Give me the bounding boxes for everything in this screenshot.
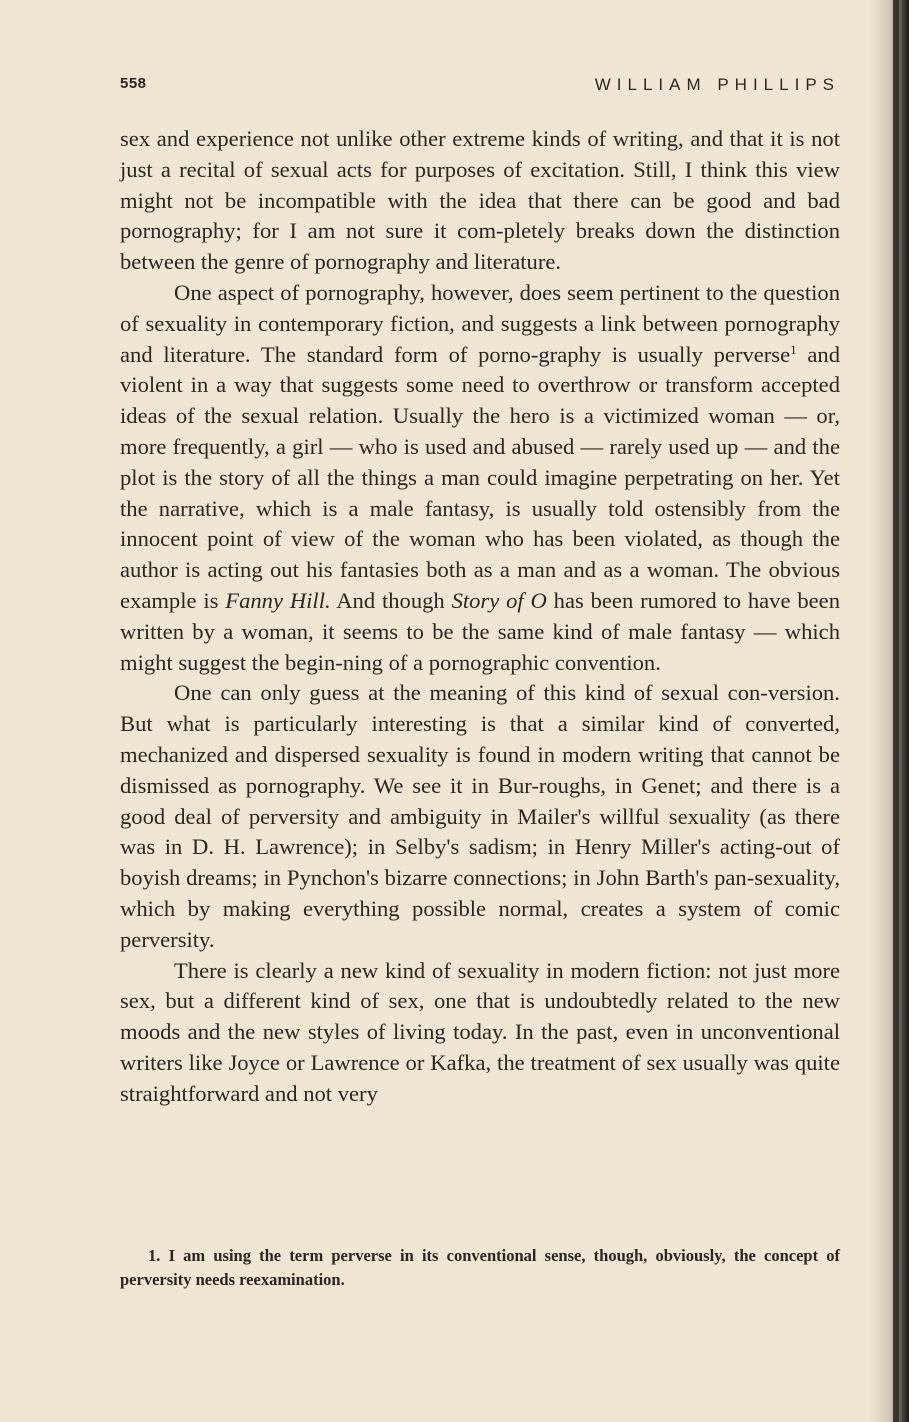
page-gutter-shadow — [869, 0, 909, 1422]
footnote-number: 1. — [148, 1246, 161, 1265]
paragraph-2 — [120, 278, 840, 678]
author-running-title: WILLIAM PHILLIPS — [594, 75, 840, 94]
paragraph-4: There is clearly a new kind of sexuality in modern fiction: not just more sex, but a different kind of sex, one that is undoubtedly related to the new moods and the new styles of living today. In the past, even in unconventional writers like Joyce or Lawrence or Kafka, the treatment of sex usually was quite straightforward and not very — [120, 957, 840, 1106]
paragraph-2-part-d: has been rumored to have been written by a woman, it seems to be the same kind of male fantasy — which might suggest the begin-ning of a pornographic convention. — [120, 587, 840, 675]
title-fanny-hill: Fanny Hill. — [225, 587, 331, 613]
paragraph-2-part-a: One aspect of pornography, however, does seem pertinent to the question of sexuality in contemporary fiction, and suggests a link between pornography and literature. The standard form of porno-graphy is usually perverse — [120, 279, 840, 367]
paragraph-2-part-b: and violent in a way that suggests some need to overthrow or transform accepted ideas of the sexual relation. Usually the hero is a victimized woman — or, more frequently, a girl — who is used and abused — rarely used up — and the plot is the story of all the things a man could imagine perpetrating on her. Yet the narrative, which is a male fantasy, is usually told ostensibly from the innocent point of view of the woman who has been violated, as though the author is acting out his fantasies both as a man and as a woman. The obvious example is — [120, 341, 840, 613]
paragraph-1: sex and experience not unlike other extreme kinds of writing, and that it is not just a recital of sexual acts for purposes of excitation. Still, I think this view might not be incompatible with the idea that there can be good and bad pornography; for I am not sure it com-pletely breaks down the distinction between the genre of pornography and literature. — [120, 126, 840, 275]
paragraph-2-part-c: And though — [330, 587, 452, 613]
footnote-text: I am using the term perverse in its conventional sense, though, obviously, the concept of perversity needs reexamination. — [120, 1246, 841, 1289]
page-number: 558 — [120, 75, 147, 92]
paragraph-3: One can only guess at the meaning of this kind of sexual con-version. But what is particularly interesting is that a similar kind of converted, mechanized and dispersed sexuality is found in modern writing that cannot be dismissed as pornography. We see it in Bur-roughs, in Genet; and there is a good deal of perversity and ambiguity in Mailer's willful sexuality (as there was in D. H. Lawrence); in Selby's sadism; in Henry Miller's acting-out of boyish dreams; in Pynchon's bizarre connections; in John Barth's pan-sexuality, which by making everything possible normal, creates a system of comic perversity. — [120, 680, 840, 952]
page-spine — [893, 0, 899, 1422]
body-text — [120, 124, 840, 1110]
running-head — [120, 75, 840, 99]
footnote-1 — [120, 1244, 840, 1292]
footnotes — [120, 1244, 840, 1292]
footnote-ref-1: 1 — [790, 341, 797, 357]
title-story-of-o: Story of O — [451, 587, 547, 613]
